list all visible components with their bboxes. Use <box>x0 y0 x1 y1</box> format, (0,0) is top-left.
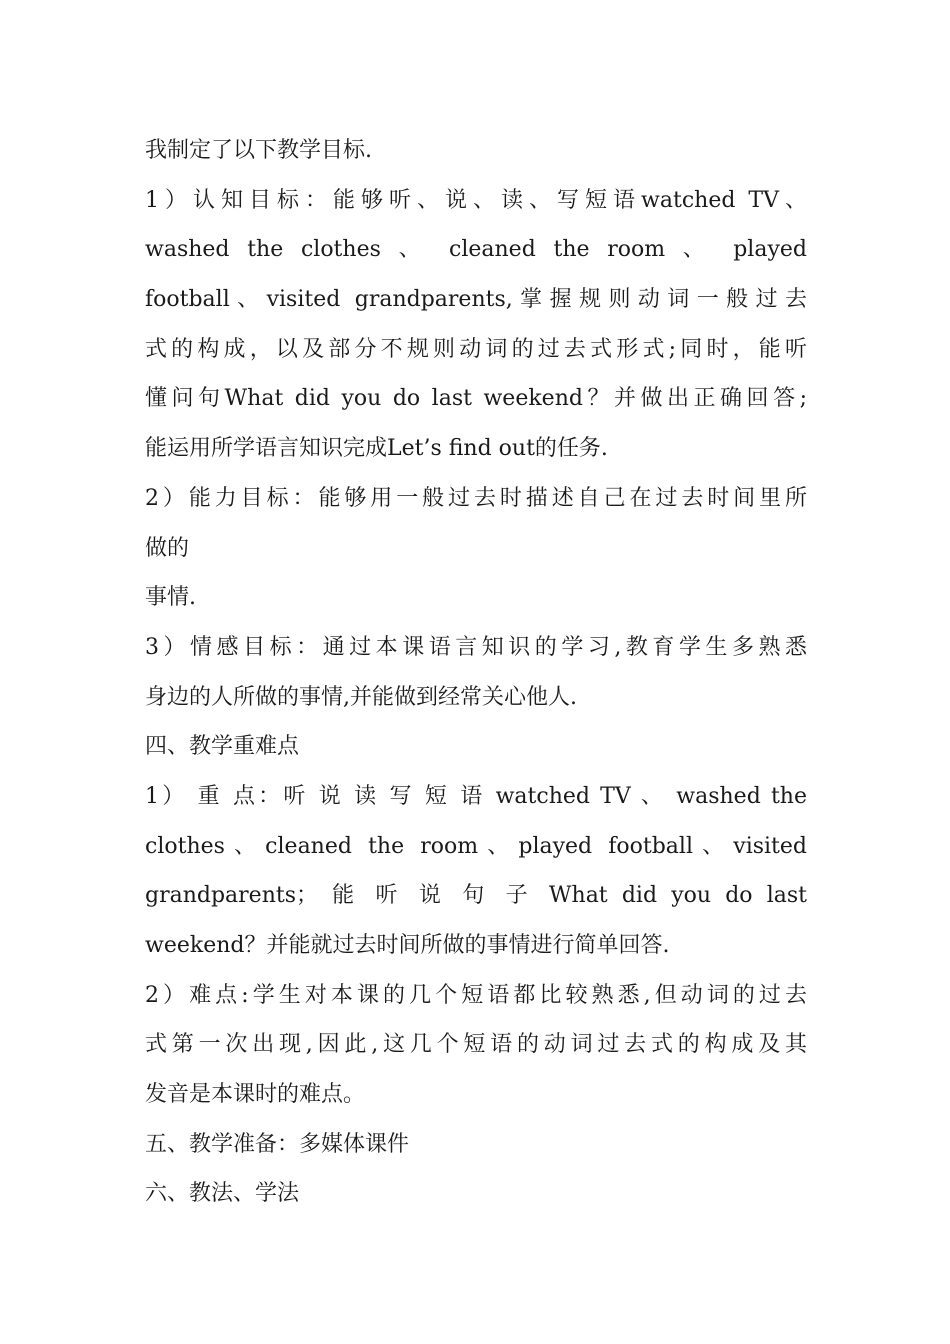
text-line: grandparents； 能 听 说 句 子 What did you do last <box>145 883 807 909</box>
text-line: 1） 重 点：听 说 读 写 短 语 watched TV 、 washed the <box>145 783 807 809</box>
text-line: 做的 <box>145 535 190 561</box>
text-line: 事情. <box>145 585 196 611</box>
text-line: 1）认知目标：能够听、说、读、写短语watched TV、 <box>145 187 807 213</box>
section-heading: 六、教法、学法 <box>145 1181 300 1207</box>
section-heading: 五、教学准备：多媒体课件 <box>145 1131 410 1157</box>
text-line: 3）情感目标：通过本课语言知识的学习,教育学生多熟悉 <box>145 634 807 660</box>
text-line: football、visited grandparents,掌握规则动词一般过去 <box>145 287 807 313</box>
section-heading: 四、教学重难点 <box>145 734 300 760</box>
text-line: 式第一次出现,因此,这几个短语的动词过去式的构成及其 <box>145 1032 807 1058</box>
text-line: 2）能力目标：能够用一般过去时描述自己在过去时间里所 <box>145 485 807 511</box>
text-line: washed the clothes 、 cleaned the room 、 played <box>145 237 807 263</box>
text-line: clothes、cleaned the room、played football、visited <box>145 833 807 859</box>
text-line: 发音是本课时的难点。 <box>145 1082 366 1108</box>
text-line: 式的构成，以及部分不规则动词的过去式形式;同时，能听 <box>145 336 807 362</box>
text-line: 2）难点:学生对本课的几个短语都比较熟悉,但动词的过去 <box>145 982 807 1008</box>
text-line: 我制定了以下教学目标. <box>145 138 372 163</box>
text-line: 身边的人所做的事情,并能做到经常关心他人. <box>145 684 577 710</box>
text-line: 懂问句What did you do last weekend？并做出正确回答; <box>145 386 807 412</box>
text-line: 能运用所学语言知识完成Let’s find out的任务. <box>145 436 608 462</box>
text-line: weekend？并能就过去时间所做的事情进行简单回答. <box>145 933 670 958</box>
document-body <box>145 126 807 1219</box>
